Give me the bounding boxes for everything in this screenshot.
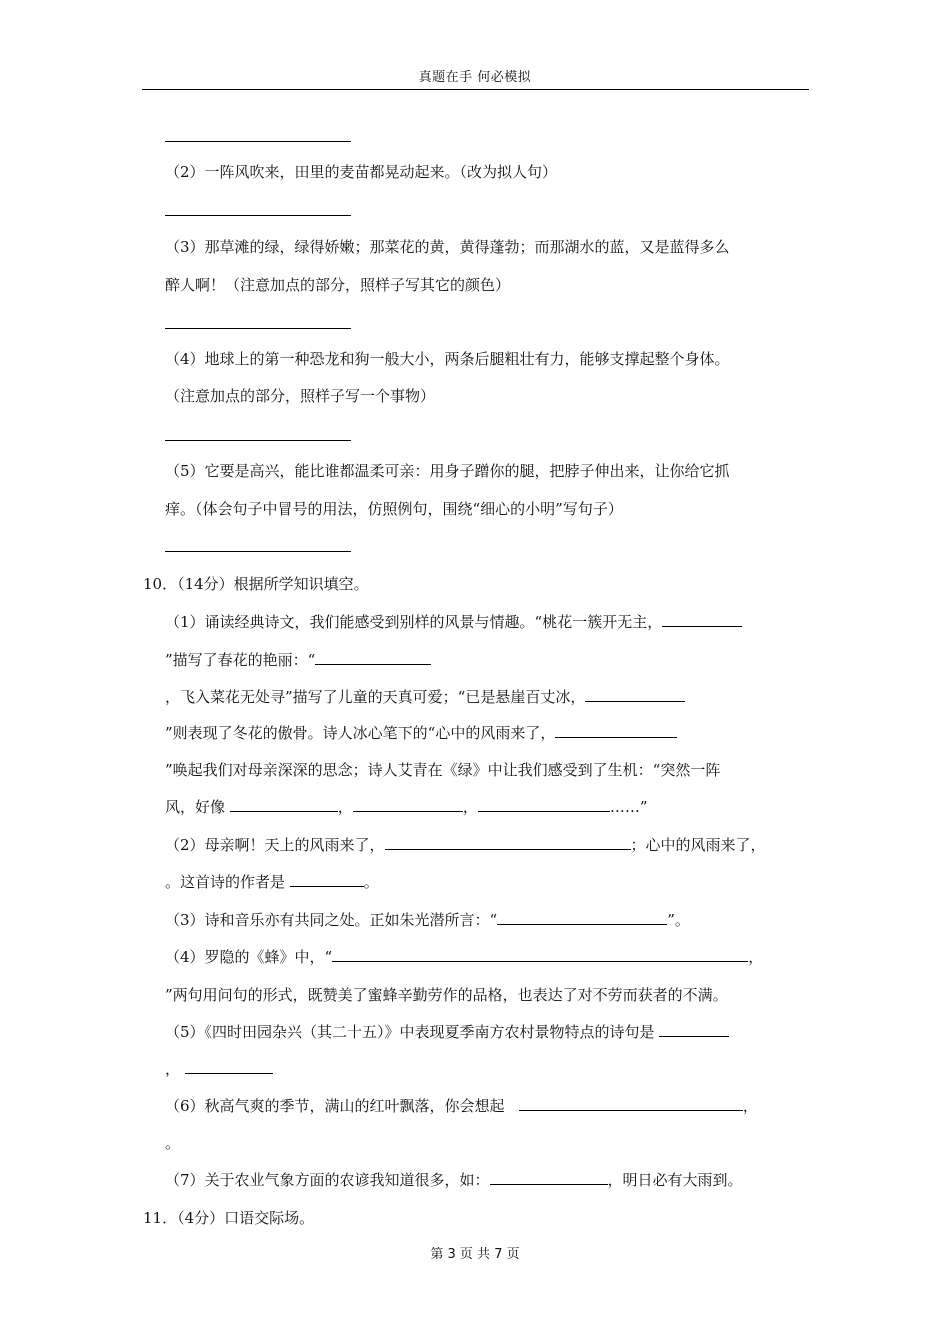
q9-item-5-line2: 痒。（体会句子中冒号的用法，仿照例句，围绕“细心的小明”写句子） — [165, 500, 623, 518]
q10-p1-line6: 风，好像 ， ， ……” — [165, 798, 648, 816]
q10-p1-line5: ”唤起我们对母亲深深的思念；诗人艾青在《绿》中让我们感受到了生机：“突然一阵 — [165, 761, 721, 779]
q10-p6-line1: （6）秋高气爽的季节，满山的红叶飘落，你会想起 ， — [165, 1097, 758, 1115]
q10-p4-line2: ”两句用问句的形式，既赞美了蜜蜂辛勤劳作的品格，也表达了对不劳而获者的不满。 — [165, 986, 728, 1004]
q10-p3: （3）诗和音乐亦有共同之处。正如朱光潜所言：“ ”。 — [165, 911, 690, 929]
q9-item-2: （2）一阵风吹来，田里的麦苗都晃动起来。（改为拟人句） — [165, 163, 558, 181]
fill-blank[interactable] — [519, 1096, 743, 1111]
fill-blank[interactable] — [353, 797, 463, 812]
answer-line-2 — [165, 215, 351, 216]
q10-p2-line2: 。这首诗的作者是 。 — [165, 873, 379, 891]
fill-blank[interactable] — [290, 872, 364, 887]
q10-p1-line4: ”则表现了冬花的傲骨。诗人冰心笔下的“心中的风雨来了， — [165, 723, 677, 743]
fill-blank[interactable] — [659, 1022, 729, 1037]
page-header: 真题在手 何必模拟 — [418, 70, 532, 85]
fill-blank[interactable] — [555, 723, 677, 738]
header-divider — [142, 89, 809, 90]
fill-blank[interactable] — [490, 1170, 608, 1185]
page-number: 第 3 页 共 7 页 — [430, 1247, 520, 1262]
q11-title: 11．（4分）口语交际场。 — [143, 1209, 315, 1227]
fill-blank[interactable] — [662, 612, 742, 627]
q10-p1-line2: ”描写了春花的艳丽：“ — [165, 650, 431, 670]
fill-blank[interactable] — [185, 1059, 273, 1074]
fill-blank[interactable] — [478, 797, 610, 812]
fill-blank[interactable] — [315, 650, 431, 665]
q9-item-4-line2: （注意加点的部分，照样子写一个事物） — [165, 387, 436, 405]
q10-p4-line1: （4）罗隐的《蜂》中，“ ， — [165, 948, 764, 966]
fill-blank[interactable] — [332, 947, 748, 962]
q10-p2-line1: （2）母亲啊！天上的风雨来了， ；心中的风雨来了， — [165, 836, 766, 854]
q9-item-3-line2: 醉人啊！（注意加点的部分，照样子写其它的颜色） — [165, 276, 511, 294]
q9-item-5-line1: （5）它要是高兴，能比谁都温柔可亲：用身子蹭你的腿，把脖子伸出来，让你给它抓 — [165, 462, 730, 480]
answer-line-3 — [165, 328, 351, 329]
answer-line-5 — [165, 551, 351, 552]
q9-item-4-line1: （4）地球上的第一种恐龙和狗一般大小，两条后腿粗壮有力，能够支撑起整个身体。 — [165, 350, 730, 368]
answer-line-1 — [165, 141, 351, 142]
q10-p6-line2: 。 — [165, 1134, 181, 1152]
q10-title: 10．（14分）根据所学知识填空。 — [143, 575, 369, 593]
q10-p1-line3: ，飞入菜花无处寻”描写了儿童的天真可爱；“已是悬崖百丈冰， — [165, 687, 685, 707]
q10-p1-line1: （1）诵读经典诗文，我们能感受到别样的风景与情趣。“桃花一簇开无主， — [165, 612, 742, 632]
q9-item-3-line1: （3）那草滩的绿，绿得娇嫩；那菜花的黄，黄得蓬勃；而那湖水的蓝，又是蓝得多么 — [165, 238, 730, 256]
fill-blank[interactable] — [230, 797, 338, 812]
fill-blank[interactable] — [585, 687, 685, 702]
q10-p7: （7）关于农业气象方面的农谚我知道很多，如： ，明日必有大雨到。 — [165, 1171, 743, 1189]
q10-p5-line2: ， — [165, 1059, 273, 1079]
answer-line-4 — [165, 440, 351, 441]
q10-p5-line1: （5）《四时田园杂兴（其二十五）》中表现夏季南方农村景物特点的诗句是 — [165, 1022, 729, 1042]
fill-blank[interactable] — [385, 835, 631, 850]
fill-blank[interactable] — [497, 910, 667, 925]
